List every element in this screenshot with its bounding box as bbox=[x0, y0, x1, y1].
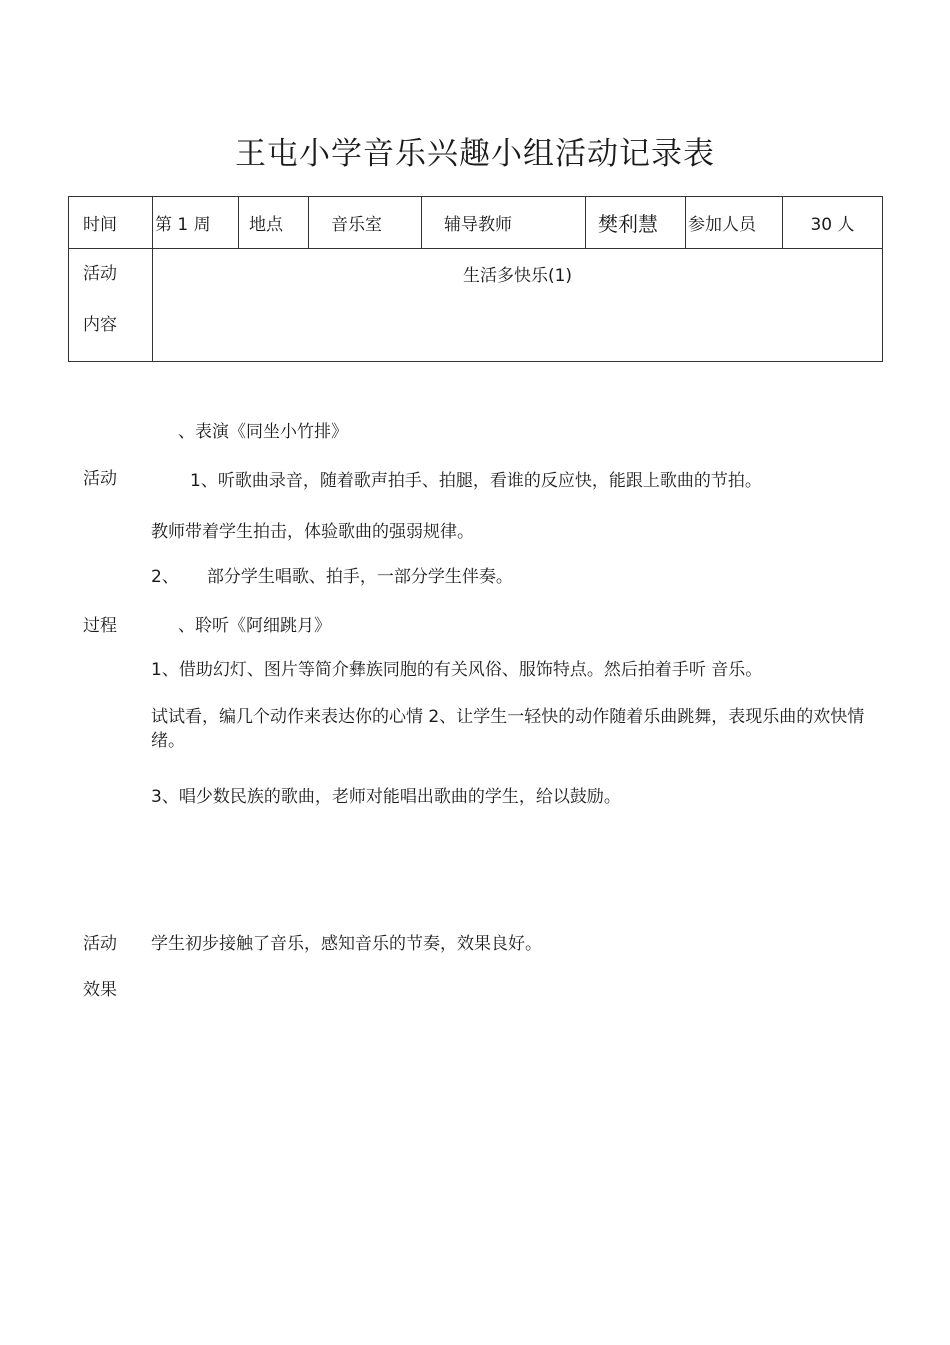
process-line-3: 教师带着学生拍击，体验歌曲的强弱规律。 bbox=[151, 522, 474, 542]
process-line-4 bbox=[151, 562, 513, 587]
process-line-4-text: 部分学生唱歌、拍手，一部分学生伴奏。 bbox=[206, 567, 513, 587]
tutor-label: 辅导教师 bbox=[422, 197, 586, 249]
place-value: 音乐室 bbox=[309, 197, 422, 249]
process-label-2: 过程 bbox=[83, 616, 117, 636]
content-label bbox=[69, 249, 153, 362]
process-line-5: 、聆听《阿细跳月》 bbox=[178, 616, 331, 636]
content-row bbox=[69, 249, 883, 362]
process-label-1: 活动 bbox=[83, 469, 117, 489]
tutor-value: 樊利慧 bbox=[586, 197, 686, 249]
content-value: 生活多快乐(1) bbox=[153, 249, 883, 362]
content-label-line-2: 内容 bbox=[83, 315, 117, 335]
time-label: 时间 bbox=[69, 197, 153, 249]
effect-label-2: 效果 bbox=[83, 980, 117, 1000]
content-label-line-1: 活动 bbox=[83, 264, 117, 284]
effect-text: 学生初步接触了音乐，感知音乐的节奏，效果良好。 bbox=[151, 934, 542, 954]
place-label: 地点 bbox=[239, 197, 309, 249]
week-value: 第 1 周 bbox=[153, 197, 239, 249]
process-line-7: 试试看，编几个动作来表达你的心情 2、让学生一轻快的动作随着乐曲跳舞，表现乐曲的欢快情绪。 bbox=[151, 707, 865, 751]
effect-label-1: 活动 bbox=[83, 934, 117, 954]
info-row bbox=[69, 197, 883, 249]
process-line-1: 、表演《同坐小竹排》 bbox=[178, 422, 348, 442]
participants-value: 30 人 bbox=[783, 197, 883, 249]
process-line-6: 1、借助幻灯、图片等简介彝族同胞的有关风俗、服饰特点。然后拍着手听 音乐。 bbox=[151, 660, 763, 680]
participants-label: 参加人员 bbox=[686, 197, 783, 249]
document-title: 王屯小学音乐兴趣小组活动记录表 bbox=[235, 136, 715, 172]
process-line-8: 3、唱少数民族的歌曲，老师对能唱出歌曲的学生，给以鼓励。 bbox=[151, 787, 621, 807]
process-line-2: 1、听歌曲录音，随着歌声拍手、拍腿，看谁的反应快，能跟上歌曲的节拍。 bbox=[190, 471, 762, 491]
record-table bbox=[68, 196, 883, 362]
process-line-4-number: 2、 bbox=[151, 567, 179, 587]
